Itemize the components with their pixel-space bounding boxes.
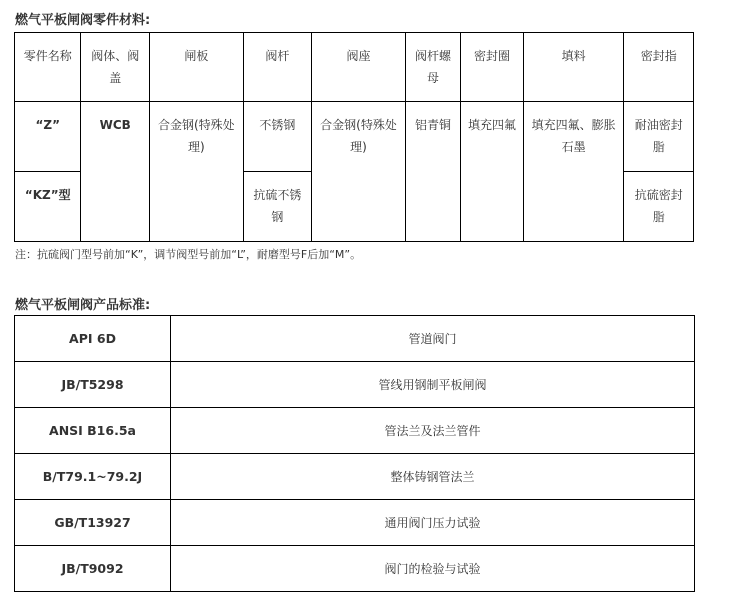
standard-name: 阀门的检验与试验 [171, 546, 695, 592]
table-row [15, 408, 695, 454]
table-row-z [15, 102, 694, 172]
standard-code: JB/T5298 [15, 362, 171, 408]
standard-code: API 6D [15, 316, 171, 362]
cell-seal-ring-material: 填充四氟 [461, 102, 523, 242]
header-cell-seat: 阀座 [312, 33, 406, 102]
standard-name: 整体铸钢管法兰 [171, 454, 695, 500]
row-label-z: “Z” [15, 102, 81, 172]
cell-seat-material: 合金钢(特殊处理) [312, 102, 406, 242]
cell-stem-nut-material: 铝青铜 [405, 102, 460, 242]
standard-name: 管法兰及法兰管件 [171, 408, 695, 454]
parts-materials-title: 燃气平板闸阀零件材料: [15, 13, 151, 28]
header-cell-part-name: 零件名称 [15, 33, 81, 102]
header-cell-seal-ring: 密封圈 [461, 33, 523, 102]
cell-body-material: WCB [81, 102, 150, 242]
table-row [15, 454, 695, 500]
product-standards-table [14, 315, 695, 592]
parts-materials-table [14, 32, 694, 242]
cell-stem-material: 不锈钢 [243, 102, 312, 172]
header-cell-body-bonnet: 阀体、阀盖 [81, 33, 150, 102]
cell-seal-finger-material: 耐油密封脂 [624, 102, 694, 172]
table-row [15, 362, 695, 408]
header-cell-gate: 闸板 [149, 33, 243, 102]
standard-name: 管道阀门 [171, 316, 695, 362]
header-cell-stem: 阀杆 [243, 33, 312, 102]
header-cell-seal-finger: 密封指 [624, 33, 694, 102]
table-row [15, 500, 695, 546]
row-label-kz: “KZ”型 [15, 172, 81, 242]
header-cell-stem-nut: 阀杆螺母 [405, 33, 460, 102]
standard-code: JB/T9092 [15, 546, 171, 592]
cell-seal-finger-material-kz: 抗硫密封脂 [624, 172, 694, 242]
cell-gate-material: 合金钢(特殊处理) [149, 102, 243, 242]
standard-code: B/T79.1~79.2J [15, 454, 171, 500]
table-header-row [15, 33, 694, 102]
standard-name: 管线用钢制平板闸阀 [171, 362, 695, 408]
standard-code: ANSI B16.5a [15, 408, 171, 454]
cell-stem-material-kz: 抗硫不锈钢 [243, 172, 312, 242]
standard-name: 通用阀门压力试验 [171, 500, 695, 546]
cell-packing-material: 填充四氟、膨胀石墨 [523, 102, 624, 242]
header-cell-packing: 填料 [523, 33, 624, 102]
table-row [15, 316, 695, 362]
standard-code: GB/T13927 [15, 500, 171, 546]
table-footnote: 注：抗硫阀门型号前加“K”，调节阀型号前加“L”，耐磨型号F后加“M”。 [15, 248, 362, 261]
product-standards-title: 燃气平板闸阀产品标准: [15, 298, 151, 313]
table-row [15, 546, 695, 592]
